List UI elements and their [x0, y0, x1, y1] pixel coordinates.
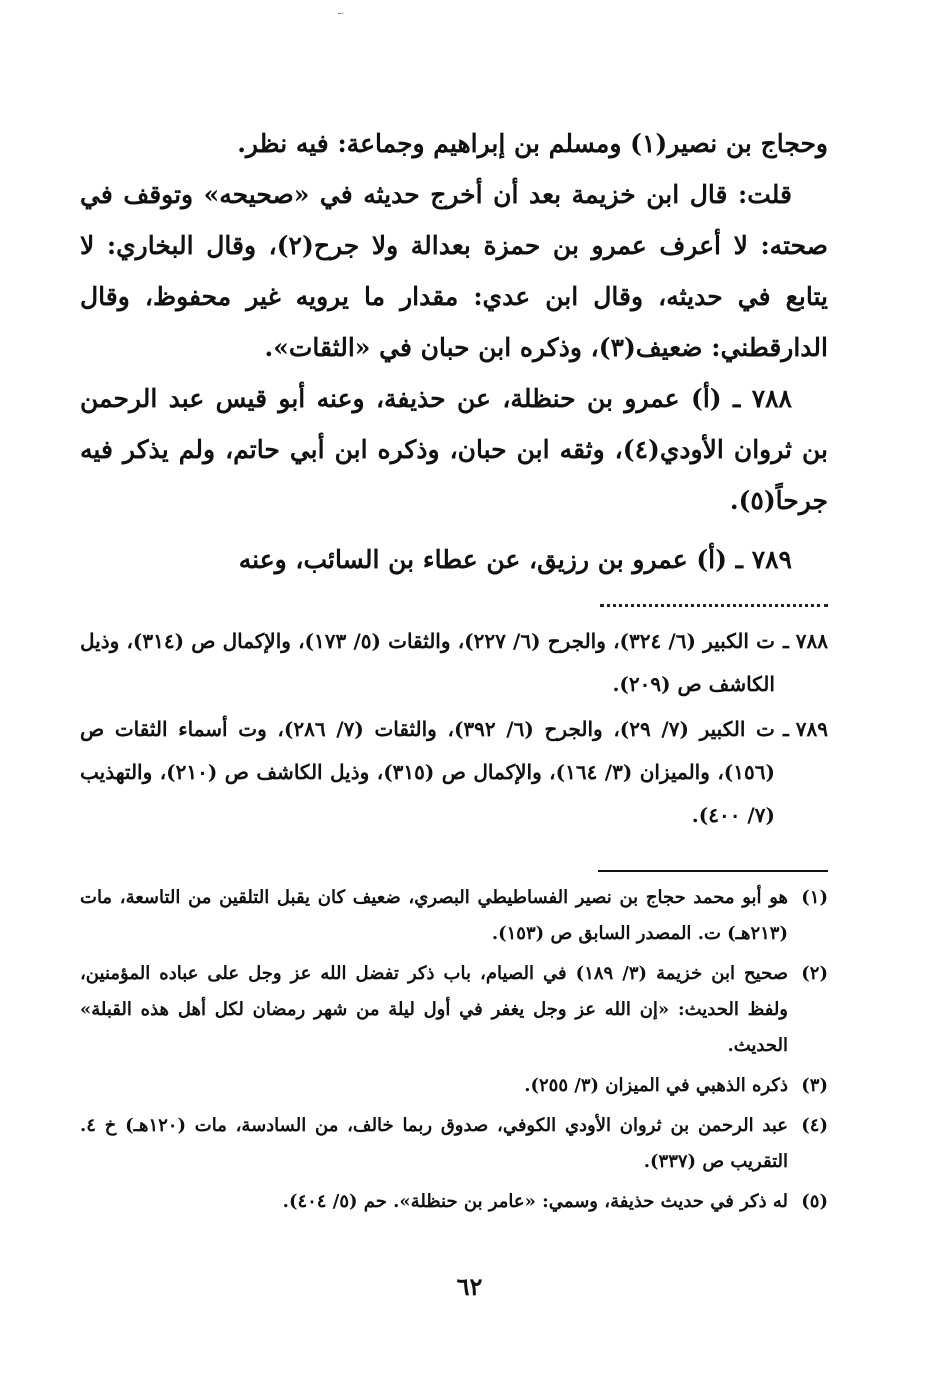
- reference-789: [80, 708, 828, 837]
- footnote-text: هو أبو محمد حجاج بن نصير الفساطيطي البصري، ضعيف كان يقبل التلقين من التاسعة، مات (٢١٣هـ) ت. المصدر السابق ص (١٥٣).: [80, 887, 788, 944]
- footnote-number: (٥): [801, 1191, 828, 1212]
- footnote-text: له ذكر في حديث حذيفة، وسمي: «عامر بن حنظلة». حم (٥/ ٤٠٤).: [282, 1191, 788, 1212]
- footnotes: [80, 880, 828, 1224]
- reference-number: ٧٨٨ ـ: [782, 629, 828, 653]
- footnote-5: [80, 1184, 828, 1220]
- footnote-text: صحيح ابن خزيمة (٣/ ١٨٩) في الصيام، باب ذكر تفضل الله عز وجل على عباده المؤمنين، ولفظ الحديث: «إن الله عز وجل يغفر في أول ليلة من شهر رمضان لكل أهل هذه القبلة» الحديث.: [80, 963, 788, 1056]
- footnote-text: ذكره الذهبي في الميزان (٣/ ٢٥٥).: [524, 1075, 788, 1096]
- footnote-2: [80, 956, 828, 1064]
- footnote-number: (٣): [801, 1075, 828, 1096]
- footnote-number: (٤): [801, 1115, 828, 1136]
- entry-788: ٧٨٨ ـ (أ) عمرو بن حنظلة، عن حذيفة، وعنه أبو قيس عبد الرحمن بن ثروان الأودي(٤)، وثقه ابن حبان، وذكره ابن أبي حاتم، ولم يذكر فيه جرحاً(٥).: [80, 384, 828, 515]
- footnote-3: [80, 1068, 828, 1104]
- footnote-4: [80, 1108, 828, 1180]
- entry-789: ٧٨٩ ـ (أ) عمرو بن رزيق، عن عطاء بن السائب، وعنه: [238, 545, 792, 574]
- footnote-1: [80, 880, 828, 952]
- main-text: [80, 118, 828, 585]
- reference-text: ت الكبير (٦/ ٣٢٤)، والجرح (٦/ ٢٢٧)، والثقات (٥/ ١٧٣)، والإكمال ص (٣١٤)، وذيل الكاشف ص (٢٠٩).: [80, 629, 775, 696]
- footnote-rule: [598, 870, 828, 872]
- references-block: [80, 620, 828, 837]
- reference-788: [80, 620, 828, 706]
- scan-mark: ـ.: [338, 6, 345, 17]
- reference-number: ٧٨٩ ـ: [782, 717, 828, 741]
- footnote-text: عبد الرحمن بن ثروان الأودي الكوفي، صدوق ربما خالف، من السادسة، مات (١٢٠هـ) خ ٤. التقريب ص (٣٣٧).: [80, 1115, 789, 1172]
- reference-text: ت الكبير (٧/ ٢٩)، والجرح (٦/ ٣٩٢)، والثقات (٧/ ٢٨٦)، وت أسماء الثقات ص (١٥٦)، والميزان (٣/ ١٦٤)، والإكمال ص (٣١٥)، وذيل الكاشف ص (٢١٠)، والتهذيب (٧/ ٤٠٠).: [80, 717, 775, 827]
- paragraph-1: وحجاج بن نصير(١) ومسلم بن إبراهيم وجماعة: فيه نظر.: [237, 129, 828, 158]
- footnote-number: (٢): [801, 963, 828, 984]
- paragraph-2: قلت: قال ابن خزيمة بعد أن أخرج حديثه في «صحيحه» وتوقف في صحته: لا أعرف عمرو بن حمزة بعدالة ولا جرح(٢)، وقال البخاري: لا يتابع في حديثه، وقال ابن عدي: مقدار ما يرويه غير محفوظ، وقال الدارقطني: ضعيف(٣)، وذكره ابن حبان في «الثقات».: [80, 180, 828, 362]
- dotted-separator: [600, 604, 828, 607]
- footnote-number: (١): [801, 887, 828, 908]
- page-number: ٦٢: [456, 1272, 483, 1301]
